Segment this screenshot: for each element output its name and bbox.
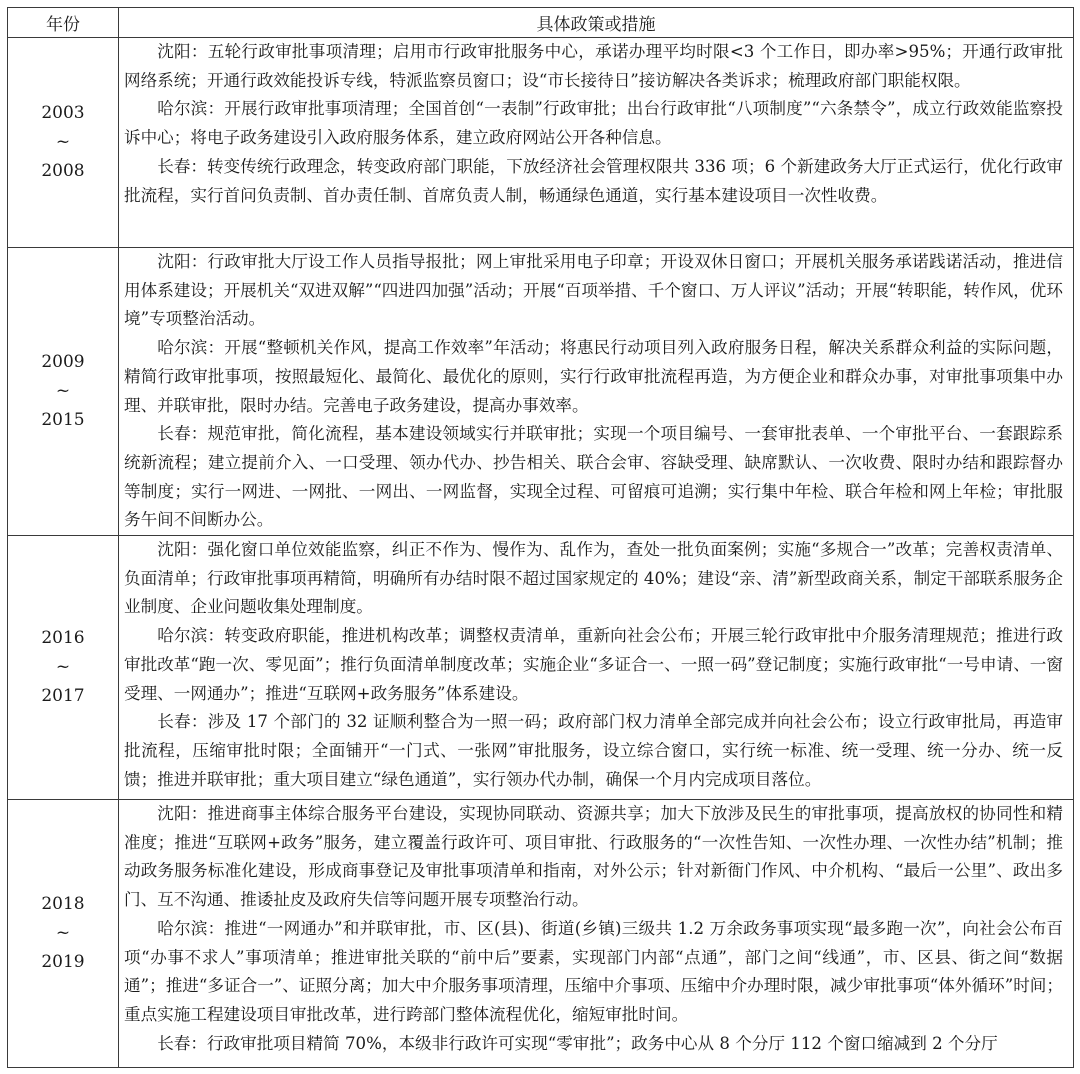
- policy-harbin: 哈尔滨：开展“整顿机关作风，提高工作效率”年活动；将惠民行动项目列入政府服务日程，解决关系群众利益的实际问题，精简行政审批事项，按照最短化、最简化、最优化的原则，实行行政审批流程再造，为方便企业和群众办事，对审批事项集中办理、并联审批，限时办结。完善电子政务建设，提高办事效率。: [124, 338, 1063, 415]
- year-cell: [8, 800, 119, 1068]
- year-tilde: ~: [55, 381, 71, 402]
- policy-cell: [119, 38, 1074, 248]
- year-end: 2015: [41, 410, 85, 431]
- year-tilde: ~: [55, 923, 71, 944]
- policy-harbin: 哈尔滨：转变政府职能，推进机构改革；调整权责清单，重新向社会公布；开展三轮行政审批中介服务清理规范；推进行政审批改革“跑一次、零见面”；推行负面清单制度改革；实施企业“多证合一、一照一码”登记制度；实施行政审批“一号申请、一窗受理、一网通办”；推进“互联网+政务服务”体系建设。: [124, 626, 1063, 703]
- year-start: 2018: [41, 894, 85, 915]
- policy-shenyang: 沈阳：五轮行政审批事项清理；启用市行政审批服务中心，承诺办理平均时限<3 个工作日，即办率>95%；开通行政审批网络系统；开通行政效能投诉专线，特派监察员窗口；设“市长接待日”接访解决各类诉求；梳理政府部门职能权限。: [124, 42, 1063, 90]
- year-start: 2016: [41, 628, 85, 649]
- table-row: [8, 38, 1074, 248]
- year-end: 2008: [41, 161, 85, 181]
- policy-harbin: 哈尔滨：推进“一网通办”和并联审批，市、区(县)、街道(乡镇)三级共 1.2 万余政务事项实现“最多跑一次”，向社会公布百项“办事不求人”事项清单；推进审批关联的“前中后”要素，实现部门内部“点通”，部门之间“线通”，市、区县、街之间“数据通”；推进“多证合一”、证照分离；加大中介服务事项清理，压缩中介事项、压缩中介办理时限，减少审批事项“体外循环”时间；重点实施工程建设项目审批改革，进行跨部门整体流程优化，缩短审批时间。: [124, 918, 1063, 1024]
- policy-changchun: 长春：涉及 17 个部门的 32 证顺利整合为一照一码；政府部门权力清单全部完成并向社会公布；设立行政审批局，再造审批流程，压缩审批时限；全面铺开“一门式、一张网”审批服务，设立综合窗口，实行统一标准、统一受理、统一分办、统一反馈；推进并联审批；重大项目建立“绿色通道”，实行领办代办制，确保一个月内完成项目落位。: [124, 712, 1063, 789]
- year-start: 2009: [41, 352, 85, 373]
- year-cell: [8, 248, 119, 536]
- header-policy: 具体政策或措施: [119, 8, 1074, 38]
- year-end: 2019: [41, 952, 85, 973]
- year-cell: [8, 536, 119, 800]
- table-row: [8, 536, 1074, 800]
- year-end: 2017: [41, 686, 85, 707]
- policy-cell: [119, 536, 1074, 800]
- table-row: [8, 248, 1074, 536]
- year-tilde: ~: [55, 657, 71, 678]
- policy-shenyang: 沈阳：强化窗口单位效能监察，纠正不作为、慢作为、乱作为，查处一批负面案例；实施“多规合一”改革；完善权责清单、负面清单；行政审批事项再精简，明确所有办结时限不超过国家规定的 40%；建设“亲、清”新型政商关系，制定干部联系服务企业制度、企业问题收集处理制度。: [124, 540, 1063, 617]
- policy-harbin: 哈尔滨：开展行政审批事项清理；全国首创“一表制”行政审批；出台行政审批“八项制度”“六条禁令”，成立行政效能监察投诉中心；将电子政务建设引入政府服务体系，建立政府网站公开各种信息。: [124, 99, 1063, 148]
- policy-table: [7, 7, 1074, 1068]
- header-row: [8, 8, 1074, 38]
- year-start: 2003: [41, 103, 85, 123]
- year-tilde: ~: [55, 132, 71, 152]
- year-cell: [8, 38, 119, 248]
- policy-changchun: 长春：行政审批项目精简 70%，本级非行政许可实现“零审批”；政务中心从 8 个分厅 112 个窗口缩减到 2 个分厅: [157, 1033, 998, 1053]
- policy-changchun: 长春：规范审批，简化流程，基本建设领域实行并联审批；实现一个项目编号、一套审批表单、一个审批平台、一套跟踪系统新流程；建立提前介入、一口受理、领办代办、抄告相关、联合会审、容缺受理、缺席默认、一次收费、限时办结和跟踪督办等制度；实行一网进、一网批、一网出、一网监督，实现全过程、可留痕可追溯；实行集中年检、联合年检和网上年检；审批服务午间不间断办公。: [124, 424, 1063, 530]
- policy-changchun: 长春：转变传统行政理念，转变政府部门职能，下放经济社会管理权限共 336 项；6 个新建政务大厅正式运行，优化行政审批流程，实行首问负责制、首办责任制、首席负责人制，畅通绿色通道，实行基本建设项目一次性收费。: [124, 156, 1063, 205]
- policy-shenyang: 沈阳：推进商事主体综合服务平台建设，实现协同联动、资源共享；加大下放涉及民生的审批事项，提高放权的协同性和精准度；推进“互联网+政务”服务，建立覆盖行政许可、项目审批、行政服务的“一次性告知、一次性办理、一次性办结”机制；推动政务服务标准化建设，形成商事登记及审批事项清单和指南，对外公示；针对新衙门作风、中介机构、“最后一公里”、政出多门、互不沟通、推诿扯皮及政府失信等问题开展专项整治行动。: [124, 804, 1063, 910]
- policy-cell: [119, 800, 1074, 1068]
- policy-cell: [119, 248, 1074, 536]
- header-year: 年份: [8, 8, 119, 38]
- policy-shenyang: 沈阳：行政审批大厅设工作人员指导报批；网上审批采用电子印章；开设双休日窗口；开展机关服务承诺践诺活动，推进信用体系建设；开展机关“双进双解”“四进四加强”活动；开展“百项举措、千个窗口、万人评议”活动；开展“转职能，转作风，优环境”专项整治活动。: [124, 252, 1063, 329]
- table-row: [8, 800, 1074, 1068]
